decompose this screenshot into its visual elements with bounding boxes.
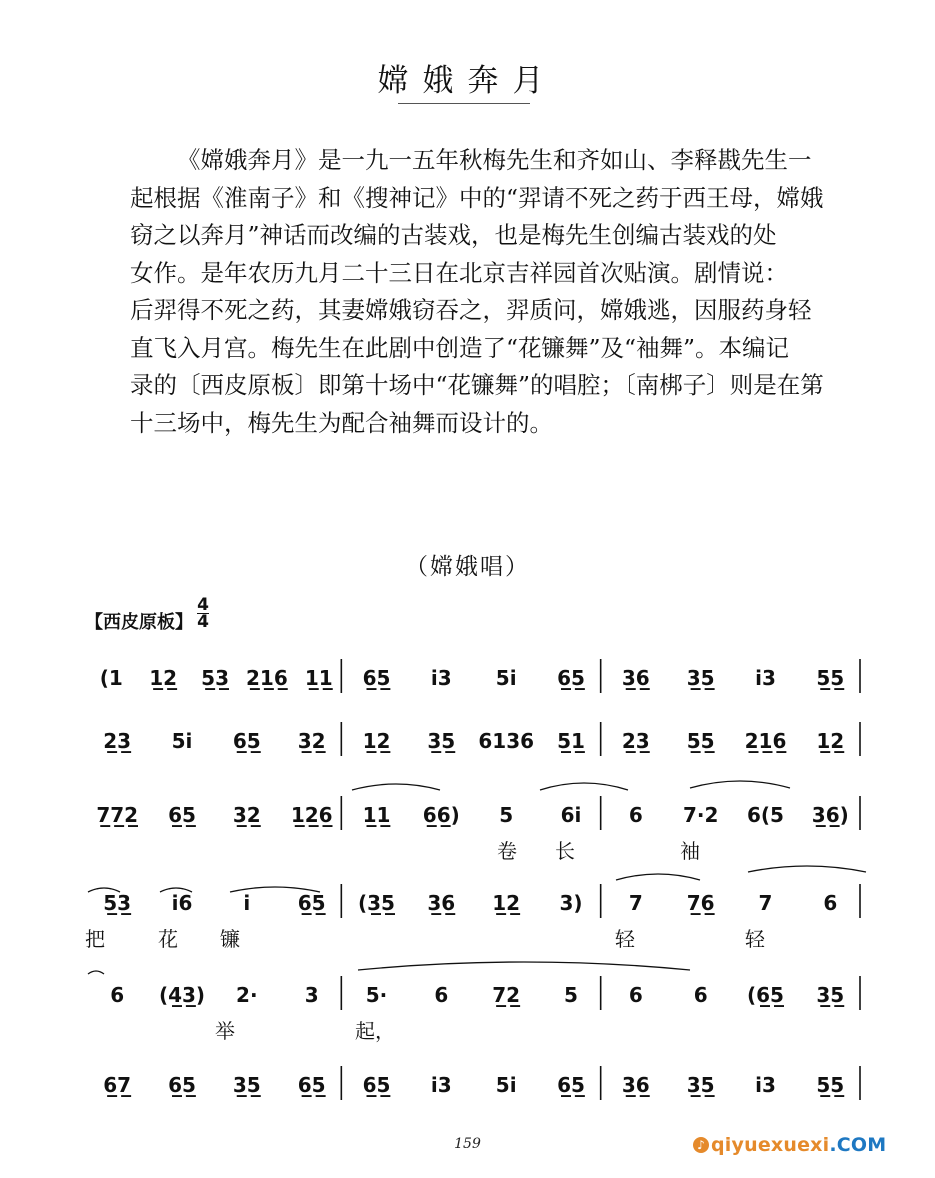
lyric-char: 举 bbox=[215, 1019, 235, 1043]
score-note: 1̲2̲ bbox=[492, 891, 521, 915]
score-row bbox=[96, 796, 860, 863]
slur-arc bbox=[540, 783, 628, 790]
score-note: 2̲1̲6̲ bbox=[246, 666, 288, 690]
score-note: 3̲5̲ bbox=[816, 983, 845, 1007]
score-note: 6 bbox=[628, 983, 643, 1007]
page-number: 159 bbox=[454, 1136, 481, 1152]
slur-arc bbox=[358, 962, 690, 970]
score-note: 6 bbox=[628, 803, 643, 827]
score-row bbox=[85, 884, 860, 951]
score-note: (3̲5̲ bbox=[358, 891, 395, 915]
slur-arc bbox=[616, 874, 700, 880]
score-note: 6̲5̲ bbox=[297, 891, 326, 915]
score-note: 6 bbox=[823, 891, 838, 915]
score-note: 5· bbox=[365, 983, 388, 1007]
score-note: 5̲1̲ bbox=[557, 729, 585, 753]
page-title: 嫦娥奔月 bbox=[377, 63, 558, 99]
score-note: 6̲5̲ bbox=[362, 1073, 391, 1097]
lyric-char: 轻 bbox=[615, 927, 635, 951]
slur-arc bbox=[748, 866, 866, 872]
score-note: 3̲2̲ bbox=[297, 729, 326, 753]
intro-line: 录的〔西皮原板〕即第十场中“花镰舞”的唱腔；〔南梆子〕则是在第 bbox=[130, 371, 824, 399]
score-note: 6̲5̲ bbox=[232, 729, 261, 753]
score-note: 5i bbox=[495, 666, 517, 690]
score-note: 6̲5̲ bbox=[557, 1073, 585, 1097]
lyric-char: 镰 bbox=[220, 927, 240, 951]
score-note: 7 bbox=[758, 891, 773, 915]
score-note: 2̲3̲ bbox=[103, 729, 132, 753]
score-note: i3 bbox=[430, 1073, 452, 1097]
singer-label: （嫦娥唱） bbox=[405, 554, 530, 580]
lyric-char: 长 bbox=[555, 839, 575, 863]
score-note: 5̲3̲ bbox=[103, 891, 132, 915]
score-note: 3̲2̲ bbox=[232, 803, 261, 827]
lyric-char: 轻 bbox=[745, 927, 765, 951]
score-note: 3̲6̲ bbox=[621, 666, 650, 690]
note-logo-icon: ♪ bbox=[693, 1137, 709, 1153]
score-note: i6 bbox=[171, 891, 193, 915]
score-note: i3 bbox=[430, 666, 452, 690]
intro-line: 直飞入月宫。梅先生在此剧中创造了“花镰舞”及“袖舞”。本编记 bbox=[130, 333, 790, 362]
score-note: 7 bbox=[628, 891, 643, 915]
score-note: 3) bbox=[559, 891, 583, 915]
slur-arc bbox=[690, 781, 790, 788]
score-row bbox=[110, 976, 860, 1043]
score-note: 6̲5̲ bbox=[297, 1073, 326, 1097]
score-note: 6̲6̲) bbox=[422, 803, 460, 827]
score-note: 7̲2̲ bbox=[492, 983, 521, 1007]
score-note: 6i bbox=[560, 803, 582, 827]
score-note: 1̲2̲6̲ bbox=[290, 803, 333, 827]
title-divider bbox=[398, 103, 530, 104]
score-note: 3̲5̲ bbox=[232, 1073, 261, 1097]
time-signature bbox=[197, 597, 209, 630]
score-note: 5̲5̲ bbox=[816, 1073, 845, 1097]
slur-arc bbox=[88, 971, 104, 974]
intro-line: 窃之以奔月”神话而改编的古装戏，也是梅先生创编古装戏的处 bbox=[130, 221, 777, 249]
score-note: 2· bbox=[236, 983, 258, 1007]
score-note: 3 bbox=[304, 983, 319, 1007]
score-note: 5i bbox=[495, 1073, 517, 1097]
score-note: 5̲5̲ bbox=[816, 666, 845, 690]
intro-paragraph bbox=[130, 142, 830, 442]
watermark bbox=[693, 1134, 886, 1156]
intro-line: 后羿得不死之药，其妻嫦娥窃吞之，羿质问，嫦娥逃，因服药身轻 bbox=[130, 296, 812, 324]
score-note: 6(5 bbox=[747, 803, 784, 827]
score-note: 5̲5̲ bbox=[686, 729, 715, 753]
lyric-char: 起， bbox=[355, 1019, 395, 1043]
score-note: 3̲5̲ bbox=[427, 729, 456, 753]
lyric-char: 卷 bbox=[497, 839, 517, 863]
score-note: (4̲3̲) bbox=[158, 983, 206, 1007]
score-row bbox=[100, 659, 860, 693]
watermark-suffix: .COM bbox=[829, 1134, 887, 1156]
score-note: 2̲1̲6̲ bbox=[744, 729, 787, 753]
score-note: (1 bbox=[99, 666, 123, 690]
score-note: 5 bbox=[564, 983, 578, 1007]
score-note: 5i bbox=[171, 729, 193, 753]
watermark-brand: qiyuexuexi bbox=[711, 1134, 830, 1156]
score-note: 1̲1̲ bbox=[304, 666, 333, 690]
score-note: 3̲5̲ bbox=[686, 1073, 715, 1097]
score-note: 5̲3̲ bbox=[201, 666, 230, 690]
score-note: 3̲5̲ bbox=[686, 666, 715, 690]
score-note: 5 bbox=[499, 803, 514, 827]
score-note: i3 bbox=[755, 666, 776, 690]
score-note: 7̲7̲2̲ bbox=[96, 803, 139, 827]
score-note: i3 bbox=[755, 1073, 776, 1097]
score-note: 7̲6̲ bbox=[686, 891, 715, 915]
score-note: 7·2 bbox=[682, 803, 719, 827]
score-note: 3̲6̲) bbox=[811, 803, 849, 827]
score-row bbox=[103, 722, 860, 756]
mode-label: 【西皮原板】 bbox=[85, 612, 193, 633]
lyric-char: 花 bbox=[158, 927, 178, 951]
intro-line: 十三场中，梅先生为配合袖舞而设计的。 bbox=[130, 408, 553, 437]
intro-line: 《嫦娥奔月》是一九一五年秋梅先生和齐如山、李释戡先生一 bbox=[177, 146, 812, 174]
score-note: 6 bbox=[434, 983, 449, 1007]
score-note: 3̲6̲ bbox=[621, 1073, 650, 1097]
score-note: 6 bbox=[110, 983, 125, 1007]
score-row bbox=[103, 1066, 860, 1100]
score-note: 6̲5̲ bbox=[168, 1073, 196, 1097]
score-note: 6̲5̲ bbox=[362, 666, 391, 690]
score-note: 1̲2̲ bbox=[362, 729, 391, 753]
score-note: 6̲5̲ bbox=[168, 803, 196, 827]
score-note: 6̲5̲ bbox=[557, 666, 585, 690]
score-note: 6136 bbox=[478, 729, 535, 753]
score-note: 6̲7̲ bbox=[103, 1073, 132, 1097]
score-note: 1̲1̲ bbox=[362, 803, 391, 827]
score-note: 1̲2̲ bbox=[149, 666, 178, 690]
intro-line: 起根据《淮南子》和《搜神记》中的“羿请不死之药于西王母，嫦娥 bbox=[130, 183, 824, 212]
meter-bottom: 4 bbox=[197, 612, 209, 632]
intro-line: 女作。是年农历九月二十三日在北京吉祥园首次贴演。剧情说： bbox=[130, 258, 788, 287]
score-note: 6 bbox=[693, 983, 708, 1007]
slur-arc bbox=[352, 784, 440, 790]
score-note: 3̲6̲ bbox=[427, 891, 456, 915]
meter-top: 4 bbox=[197, 595, 209, 615]
score-note: i bbox=[243, 891, 251, 915]
score-note: 1̲2̲ bbox=[816, 729, 845, 753]
lyric-char: 把 bbox=[85, 927, 105, 951]
score-note: 2̲3̲ bbox=[621, 729, 650, 753]
score-note: (6̲5̲ bbox=[747, 983, 784, 1007]
jianpu-score bbox=[0, 640, 935, 1120]
lyric-char: 袖 bbox=[680, 839, 700, 863]
